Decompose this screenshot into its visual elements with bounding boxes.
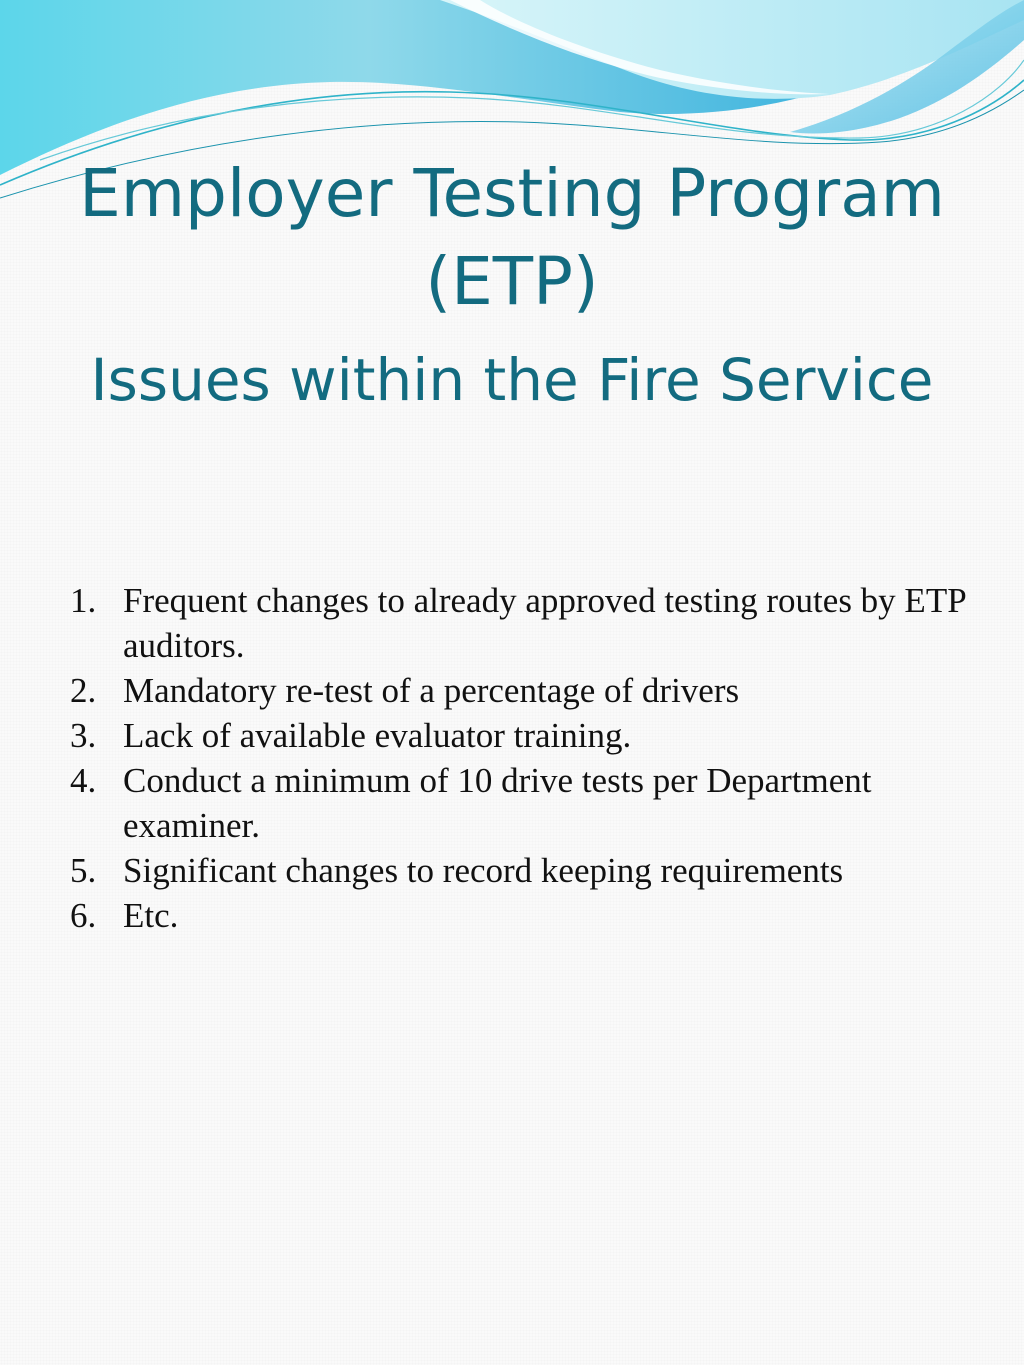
list-item-number: 3. [70, 716, 97, 755]
list-item-text: Conduct a minimum of 10 drive tests per Department examiner. [123, 761, 872, 845]
list-item-number: 1. [70, 581, 97, 620]
list-item-number: 2. [70, 671, 97, 710]
list-item [70, 848, 980, 893]
list-item-number: 4. [70, 761, 97, 800]
slide-subtitle: Issues within the Fire Service [90, 346, 934, 414]
list-item-number: 6. [70, 896, 97, 935]
list-item [70, 578, 980, 668]
issues-list [70, 578, 980, 938]
list-item-text: Mandatory re-test of a percentage of drivers [123, 671, 740, 710]
list-item-text: Frequent changes to already approved testing routes by ETP auditors. [123, 581, 966, 665]
list-item-number: 5. [70, 851, 97, 890]
list-item-text: Etc. [123, 896, 179, 935]
slide-title-line-1: Employer Testing Program [79, 155, 945, 232]
title-block [0, 150, 1024, 420]
list-item [70, 893, 980, 938]
list-item [70, 668, 980, 713]
list-item-text: Significant changes to record keeping requirements [123, 851, 844, 890]
slide-title-line-2: (ETP) [425, 243, 599, 320]
list-item [70, 713, 980, 758]
list-item-text: Lack of available evaluator training. [123, 716, 632, 755]
list-item [70, 758, 980, 848]
